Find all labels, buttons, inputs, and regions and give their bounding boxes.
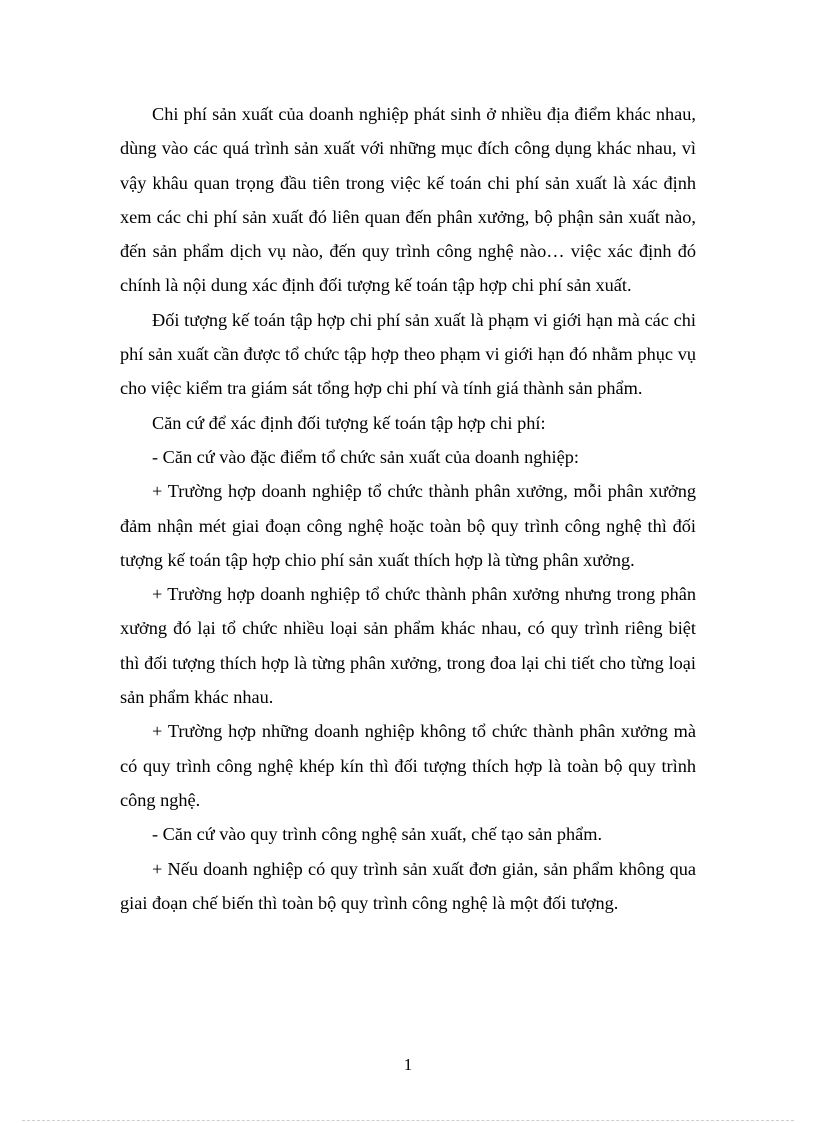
paragraph-basis-technology-process: - Căn cứ vào quy trình công nghệ sản xuất, chế tạo sản phẩm. (152, 824, 603, 845)
paragraph-cost-object-definition: Đối tượng kế toán tập hợp chi phí sản xuất là phạm vi giới hạn mà các chi phí sản xuất cần được tổ chức tập hợp theo phạm vi giới hạn đó nhằm phục vụ cho việc kiểm tra giám sát tổng hợp chi phí và tính giá thành sản phẩm. (120, 309, 696, 399)
paragraph-case-simple-process: + Nếu doanh nghiệp có quy trình sản xuất đơn giản, sản phẩm không qua giai đoạn chế biến thì toàn bộ quy trình công nghệ là một đối tượng. (120, 858, 696, 913)
paragraph-production-costs-intro: Chi phí sản xuất của doanh nghiệp phát sinh ở nhiều địa điểm khác nhau, dùng vào các quá trình sản xuất với những mục đích công dụng khác nhau, vì vậy khâu quan trọng đầu tiên trong việc kế toán chi phí sản xuất là xác định xem các chi phí sản xuất đó liên quan đến phân xưởng, bộ phận sản xuất nào, đến sản phẩm dịch vụ nào, đến quy trình công nghệ nào… việc xác định đó chính là nội dung xác định đối tượng kế toán tập hợp chi phí sản xuất. (120, 104, 696, 296)
document-body (120, 97, 696, 920)
paragraph-case-workshops: + Trường hợp doanh nghiệp tổ chức thành phân xưởng, mỗi phân xưởng đảm nhận mét giai đoạn công nghệ hoặc toàn bộ quy trình công nghệ thì đối tượng kế toán tập hợp chio phí sản xuất thích hợp là từng phân xưởng. (120, 481, 696, 570)
page-number: 1 (403, 1055, 413, 1074)
page-bottom-divider (22, 1120, 794, 1121)
paragraph-basis-heading: Căn cứ để xác định đối tượng kế toán tập hợp chi phí: (152, 412, 546, 433)
paragraph-case-no-workshops: + Trường hợp những doanh nghiệp không tổ chức thành phân xưởng mà có quy trình công nghệ khép kín thì đối tượng thích hợp là toàn bộ quy trình công nghệ. (120, 721, 696, 810)
paragraph-basis-organization: - Căn cứ vào đặc điểm tổ chức sản xuất của doanh nghiệp: (152, 446, 579, 467)
paragraph-case-workshops-multi-products: + Trường hợp doanh nghiệp tổ chức thành phân xưởng nhưng trong phân xưởng đó lại tổ chức nhiều loại sản phẩm khác nhau, có quy trình riêng biệt thì đối tượng thích hợp là từng phân xưởng, trong đoa lại chi tiết cho từng loại sản phẩm khác nhau. (120, 584, 696, 708)
